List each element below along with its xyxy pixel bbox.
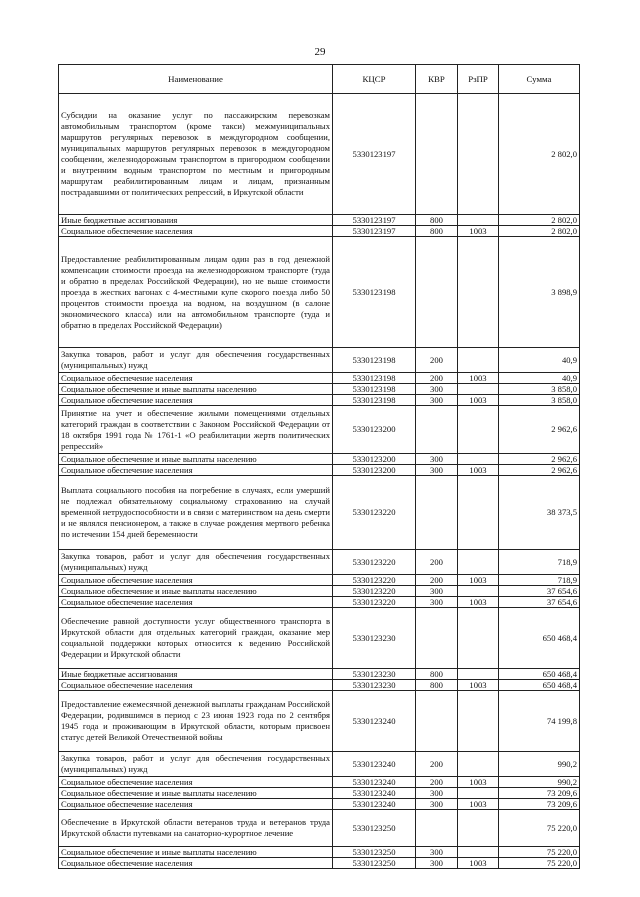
cell-sum: 73 209,6 bbox=[499, 799, 580, 810]
table-row bbox=[59, 858, 580, 869]
header-sum: Сумма bbox=[499, 65, 580, 94]
cell-kvr: 300 bbox=[416, 454, 458, 465]
cell-name: Социальное обеспечение населения bbox=[59, 226, 333, 237]
cell-name: Закупка товаров, работ и услуг для обеспечения государственных (муниципальных) нужд bbox=[59, 348, 333, 373]
cell-kcsr: 5330123230 bbox=[333, 608, 416, 669]
cell-sum: 650 468,4 bbox=[499, 680, 580, 691]
cell-kvr: 800 bbox=[416, 669, 458, 680]
cell-kcsr: 5330123220 bbox=[333, 586, 416, 597]
cell-name: Социальное обеспечение населения bbox=[59, 575, 333, 586]
cell-rzpr bbox=[458, 691, 499, 752]
cell-name: Предоставление реабилитированным лицам один раз в год денежной компенсации стоимости проезда на железнодорожном транспорте (туда и обратно в пределах Российской Федерации), но не выше стоимости проезда в жестких вагонах с 4-местными купе скорого поезда либо 50 процентов стоимости проезда на водном, на воздушном (в салоне экономического класса) или на автомобильном транспорте (туда и обратно в пределах Российской Федерации) bbox=[59, 237, 333, 348]
header-kvr: КВР bbox=[416, 65, 458, 94]
cell-sum: 3 858,0 bbox=[499, 384, 580, 395]
cell-sum: 2 962,6 bbox=[499, 406, 580, 454]
cell-kvr: 300 bbox=[416, 788, 458, 799]
cell-kcsr: 5330123250 bbox=[333, 810, 416, 847]
cell-name: Социальное обеспечение населения bbox=[59, 395, 333, 406]
table-row bbox=[59, 384, 580, 395]
cell-kvr: 200 bbox=[416, 752, 458, 777]
cell-kcsr: 5330123220 bbox=[333, 550, 416, 575]
cell-rzpr bbox=[458, 669, 499, 680]
cell-rzpr bbox=[458, 384, 499, 395]
cell-name: Социальное обеспечение населения bbox=[59, 680, 333, 691]
cell-rzpr: 1003 bbox=[458, 373, 499, 384]
table-row bbox=[59, 788, 580, 799]
table-row bbox=[59, 94, 580, 215]
table-row bbox=[59, 752, 580, 777]
table-row bbox=[59, 799, 580, 810]
cell-rzpr: 1003 bbox=[458, 597, 499, 608]
table-row bbox=[59, 476, 580, 550]
cell-sum: 650 468,4 bbox=[499, 608, 580, 669]
cell-sum: 40,9 bbox=[499, 373, 580, 384]
cell-name: Социальное обеспечение населения bbox=[59, 465, 333, 476]
cell-kcsr: 5330123240 bbox=[333, 752, 416, 777]
cell-kvr bbox=[416, 810, 458, 847]
cell-kcsr: 5330123230 bbox=[333, 669, 416, 680]
cell-rzpr bbox=[458, 608, 499, 669]
cell-rzpr bbox=[458, 348, 499, 373]
cell-kcsr: 5330123198 bbox=[333, 373, 416, 384]
cell-kcsr: 5330123220 bbox=[333, 575, 416, 586]
cell-sum: 40,9 bbox=[499, 348, 580, 373]
cell-rzpr bbox=[458, 94, 499, 215]
budget-table bbox=[58, 64, 580, 869]
cell-kcsr: 5330123200 bbox=[333, 406, 416, 454]
cell-kcsr: 5330123220 bbox=[333, 476, 416, 550]
table-row bbox=[59, 777, 580, 788]
cell-sum: 75 220,0 bbox=[499, 847, 580, 858]
cell-kvr: 200 bbox=[416, 575, 458, 586]
cell-rzpr bbox=[458, 810, 499, 847]
cell-sum: 74 199,8 bbox=[499, 691, 580, 752]
cell-kcsr: 5330123198 bbox=[333, 395, 416, 406]
cell-rzpr bbox=[458, 550, 499, 575]
cell-kvr: 300 bbox=[416, 858, 458, 869]
cell-name: Предоставление ежемесячной денежной выплаты гражданам Российской Федерации, родившимся в период с 23 июня 1923 года по 2 сентября 1945 года и проживающим в Иркутской области, которым присвоен статус детей Великой Отечественной войны bbox=[59, 691, 333, 752]
header-rzpr: РзПР bbox=[458, 65, 499, 94]
cell-rzpr bbox=[458, 752, 499, 777]
cell-sum: 3 858,0 bbox=[499, 395, 580, 406]
cell-sum: 37 654,6 bbox=[499, 597, 580, 608]
cell-rzpr bbox=[458, 406, 499, 454]
cell-sum: 2 962,6 bbox=[499, 465, 580, 476]
cell-kvr: 200 bbox=[416, 348, 458, 373]
table-row bbox=[59, 810, 580, 847]
cell-rzpr: 1003 bbox=[458, 575, 499, 586]
header-kcsr: КЦСР bbox=[333, 65, 416, 94]
table-row bbox=[59, 669, 580, 680]
cell-name: Обеспечение в Иркутской области ветеранов труда и ветеранов труда Иркутской области путевками на санаторно-курортное лечение bbox=[59, 810, 333, 847]
cell-kvr bbox=[416, 237, 458, 348]
cell-rzpr: 1003 bbox=[458, 858, 499, 869]
cell-sum: 2 962,6 bbox=[499, 454, 580, 465]
cell-kvr bbox=[416, 476, 458, 550]
table-row bbox=[59, 575, 580, 586]
cell-kvr: 300 bbox=[416, 395, 458, 406]
cell-kcsr: 5330123230 bbox=[333, 680, 416, 691]
cell-rzpr bbox=[458, 476, 499, 550]
cell-kvr bbox=[416, 608, 458, 669]
cell-kcsr: 5330123200 bbox=[333, 454, 416, 465]
table-row bbox=[59, 691, 580, 752]
cell-sum: 650 468,4 bbox=[499, 669, 580, 680]
cell-name: Закупка товаров, работ и услуг для обеспечения государственных (муниципальных) нужд bbox=[59, 550, 333, 575]
table-row bbox=[59, 373, 580, 384]
cell-name: Социальное обеспечение и иные выплаты населению bbox=[59, 384, 333, 395]
cell-sum: 718,9 bbox=[499, 575, 580, 586]
table-row bbox=[59, 226, 580, 237]
cell-kcsr: 5330123240 bbox=[333, 777, 416, 788]
table-row bbox=[59, 215, 580, 226]
cell-name: Иные бюджетные ассигнования bbox=[59, 215, 333, 226]
page-number: 29 bbox=[314, 46, 326, 58]
cell-rzpr bbox=[458, 586, 499, 597]
cell-name: Социальное обеспечение и иные выплаты населению bbox=[59, 454, 333, 465]
cell-sum: 38 373,5 bbox=[499, 476, 580, 550]
cell-kcsr: 5330123250 bbox=[333, 847, 416, 858]
cell-kvr: 300 bbox=[416, 586, 458, 597]
table-row bbox=[59, 348, 580, 373]
cell-rzpr: 1003 bbox=[458, 226, 499, 237]
cell-name: Социальное обеспечение населения bbox=[59, 799, 333, 810]
table-row bbox=[59, 395, 580, 406]
table-row bbox=[59, 586, 580, 597]
cell-rzpr: 1003 bbox=[458, 465, 499, 476]
cell-name: Выплата социального пособия на погребение в случаях, если умерший не подлежал обязательному социальному страхованию на случай временной нетрудоспособности и в связи с материнством на день смерти и не являлся пенсионером, а также в случае рождения мертвого ребенка по истечении 154 дней беременности bbox=[59, 476, 333, 550]
cell-kvr: 300 bbox=[416, 465, 458, 476]
table-row bbox=[59, 550, 580, 575]
cell-kvr: 300 bbox=[416, 384, 458, 395]
cell-rzpr: 1003 bbox=[458, 799, 499, 810]
table-body bbox=[59, 94, 580, 869]
table-row bbox=[59, 454, 580, 465]
table-row bbox=[59, 406, 580, 454]
cell-kvr: 300 bbox=[416, 799, 458, 810]
cell-sum: 718,9 bbox=[499, 550, 580, 575]
table-row bbox=[59, 680, 580, 691]
cell-rzpr bbox=[458, 454, 499, 465]
cell-rzpr: 1003 bbox=[458, 680, 499, 691]
cell-kvr: 800 bbox=[416, 680, 458, 691]
cell-sum: 2 802,0 bbox=[499, 226, 580, 237]
cell-kvr bbox=[416, 691, 458, 752]
cell-name: Социальное обеспечение населения bbox=[59, 373, 333, 384]
cell-name: Социальное обеспечение и иные выплаты населению bbox=[59, 788, 333, 799]
cell-kcsr: 5330123198 bbox=[333, 348, 416, 373]
cell-kcsr: 5330123198 bbox=[333, 384, 416, 395]
cell-kcsr: 5330123240 bbox=[333, 691, 416, 752]
cell-name: Социальное обеспечение и иные выплаты населению bbox=[59, 586, 333, 597]
cell-kcsr: 5330123240 bbox=[333, 799, 416, 810]
cell-kcsr: 5330123220 bbox=[333, 597, 416, 608]
cell-kcsr: 5330123197 bbox=[333, 215, 416, 226]
cell-name: Иные бюджетные ассигнования bbox=[59, 669, 333, 680]
table-row bbox=[59, 597, 580, 608]
cell-name: Обеспечение равной доступности услуг общественного транспорта в Иркутской области для отдельных категорий граждан, оказание мер социальной поддержки которых относится к ведению Российской Федерации и Иркутской области bbox=[59, 608, 333, 669]
table-row bbox=[59, 465, 580, 476]
cell-name: Социальное обеспечение населения bbox=[59, 777, 333, 788]
cell-name: Социальное обеспечение населения bbox=[59, 858, 333, 869]
cell-rzpr bbox=[458, 237, 499, 348]
table-header-row bbox=[59, 65, 580, 94]
cell-kcsr: 5330123197 bbox=[333, 94, 416, 215]
cell-rzpr: 1003 bbox=[458, 395, 499, 406]
cell-kvr: 200 bbox=[416, 550, 458, 575]
cell-sum: 2 802,0 bbox=[499, 94, 580, 215]
cell-name: Социальное обеспечение населения bbox=[59, 597, 333, 608]
cell-rzpr bbox=[458, 215, 499, 226]
cell-sum: 2 802,0 bbox=[499, 215, 580, 226]
cell-kvr: 300 bbox=[416, 847, 458, 858]
cell-sum: 75 220,0 bbox=[499, 810, 580, 847]
cell-sum: 75 220,0 bbox=[499, 858, 580, 869]
table-row bbox=[59, 237, 580, 348]
cell-rzpr bbox=[458, 847, 499, 858]
cell-kvr bbox=[416, 94, 458, 215]
cell-sum: 37 654,6 bbox=[499, 586, 580, 597]
cell-sum: 73 209,6 bbox=[499, 788, 580, 799]
cell-name: Социальное обеспечение и иные выплаты населению bbox=[59, 847, 333, 858]
cell-sum: 990,2 bbox=[499, 752, 580, 777]
cell-name: Закупка товаров, работ и услуг для обеспечения государственных (муниципальных) нужд bbox=[59, 752, 333, 777]
cell-kvr: 800 bbox=[416, 215, 458, 226]
cell-rzpr bbox=[458, 788, 499, 799]
table-row bbox=[59, 847, 580, 858]
cell-kvr: 800 bbox=[416, 226, 458, 237]
cell-sum: 990,2 bbox=[499, 777, 580, 788]
header-name: Наименование bbox=[59, 65, 333, 94]
cell-kcsr: 5330123198 bbox=[333, 237, 416, 348]
cell-kcsr: 5330123197 bbox=[333, 226, 416, 237]
cell-kvr: 200 bbox=[416, 777, 458, 788]
cell-kcsr: 5330123240 bbox=[333, 788, 416, 799]
cell-kvr bbox=[416, 406, 458, 454]
cell-name: Принятие на учет и обеспечение жилыми помещениями отдельных категорий граждан в соответствии с Законом Российской Федерации от 18 октября 1991 года № 1761-1 «О реабилитации жертв политических репрессий» bbox=[59, 406, 333, 454]
cell-kvr: 300 bbox=[416, 597, 458, 608]
cell-name: Субсидии на оказание услуг по пассажирским перевозкам автомобильным транспортом (кроме такси) межмуниципальных маршрутов регулярных перевозок в междугородном сообщении, муниципальных маршрутов регулярных перевозок в междугородном сообщении, железнодорожным транспортом в пригородном сообщении и внутренним водным транспортом по местным и пригородным маршрутам реабилитированным лицам и лицам, признанным пострадавшими от политических репрессий, в Иркутской области bbox=[59, 94, 333, 215]
cell-rzpr: 1003 bbox=[458, 777, 499, 788]
cell-kcsr: 5330123250 bbox=[333, 858, 416, 869]
cell-kcsr: 5330123200 bbox=[333, 465, 416, 476]
table-row bbox=[59, 608, 580, 669]
cell-sum: 3 898,9 bbox=[499, 237, 580, 348]
cell-kvr: 200 bbox=[416, 373, 458, 384]
